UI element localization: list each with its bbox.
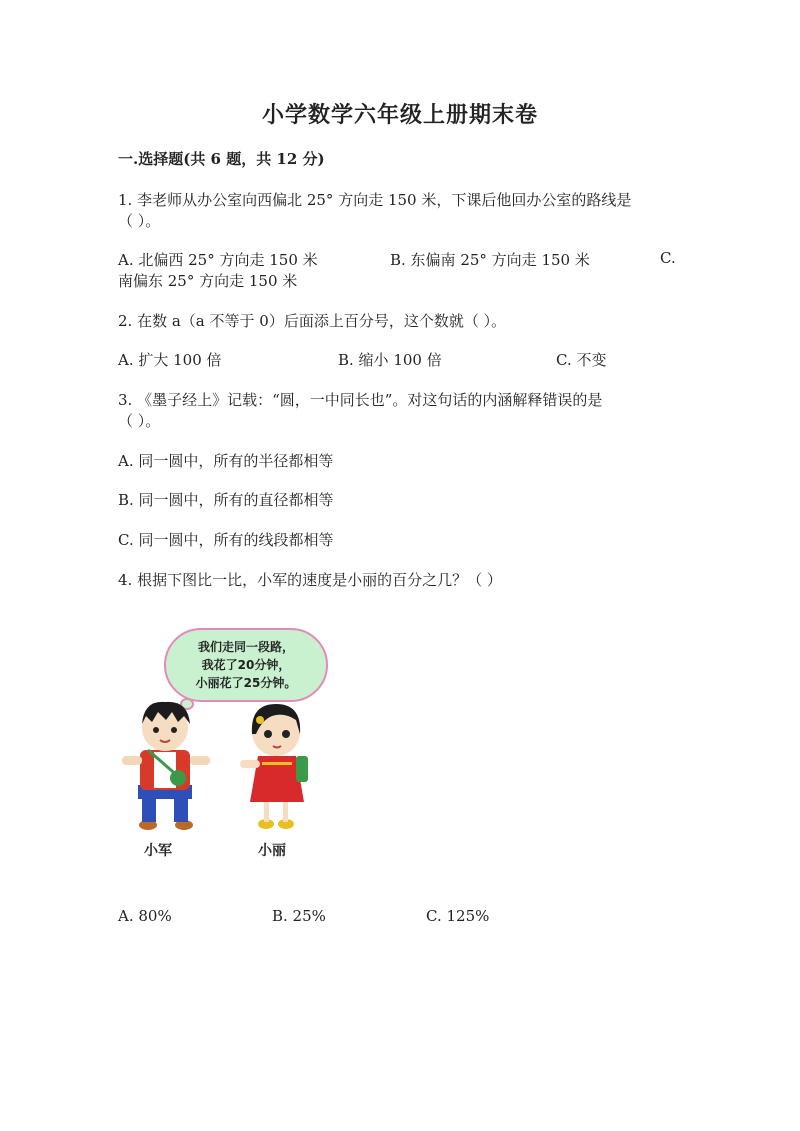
question-4-text: 4. 根据下图比一比，小军的速度是小丽的百分之几？（ ） — [118, 571, 502, 589]
question-3-blank: （ ）。 — [118, 412, 161, 430]
question-4-option-b: B. 25% — [272, 907, 326, 925]
question-3-option-c: C. 同一圆中，所有的线段都相等 — [118, 531, 334, 549]
question-4-option-c: C. 125% — [426, 907, 490, 925]
question-4-illustration — [118, 620, 338, 870]
section-heading: 一.选择题(共 6 题，共 12 分) — [118, 150, 325, 168]
speech-bubble-line: 我们走同一段路， — [197, 640, 294, 654]
question-1-option-a: A. 北偏西 25° 方向走 150 米 — [118, 251, 318, 269]
speech-bubble-line: 我花了20分钟， — [201, 658, 291, 672]
speech-bubble-line: 小丽花了25分钟。 — [195, 676, 297, 690]
question-3-option-a: A. 同一圆中，所有的半径都相等 — [118, 452, 334, 470]
question-1-blank: （ ）。 — [118, 212, 161, 230]
girl-figure — [232, 694, 327, 830]
boy-figure — [118, 690, 228, 830]
question-1-option-c: C. — [660, 249, 676, 267]
question-4-option-a: A. 80% — [118, 907, 172, 925]
girl-name-label: 小丽 — [258, 843, 286, 859]
question-1-option-b: B. 东偏南 25° 方向走 150 米 — [390, 251, 590, 269]
question-2-option-c: C. 不变 — [556, 351, 607, 369]
question-2-text: 2. 在数 a（a 不等于 0）后面添上百分号，这个数就（ ）。 — [118, 312, 507, 330]
question-2-option-a: A. 扩大 100 倍 — [118, 351, 222, 369]
question-3-text: 3. 《墨子经上》记载：“圆，一中同长也”。对这句话的内涵解释错误的是 — [118, 391, 603, 409]
question-2-option-b: B. 缩小 100 倍 — [338, 351, 442, 369]
question-1-option-c-text: 南偏东 25° 方向走 150 米 — [118, 272, 298, 290]
question-1-text: 1. 李老师从办公室向西偏北 25° 方向走 150 米，下课后他回办公室的路线是 — [118, 191, 632, 209]
page-title: 小学数学六年级上册期末卷 — [261, 102, 538, 128]
boy-name-label: 小军 — [144, 843, 172, 859]
question-3-option-b: B. 同一圆中，所有的直径都相等 — [118, 491, 334, 509]
